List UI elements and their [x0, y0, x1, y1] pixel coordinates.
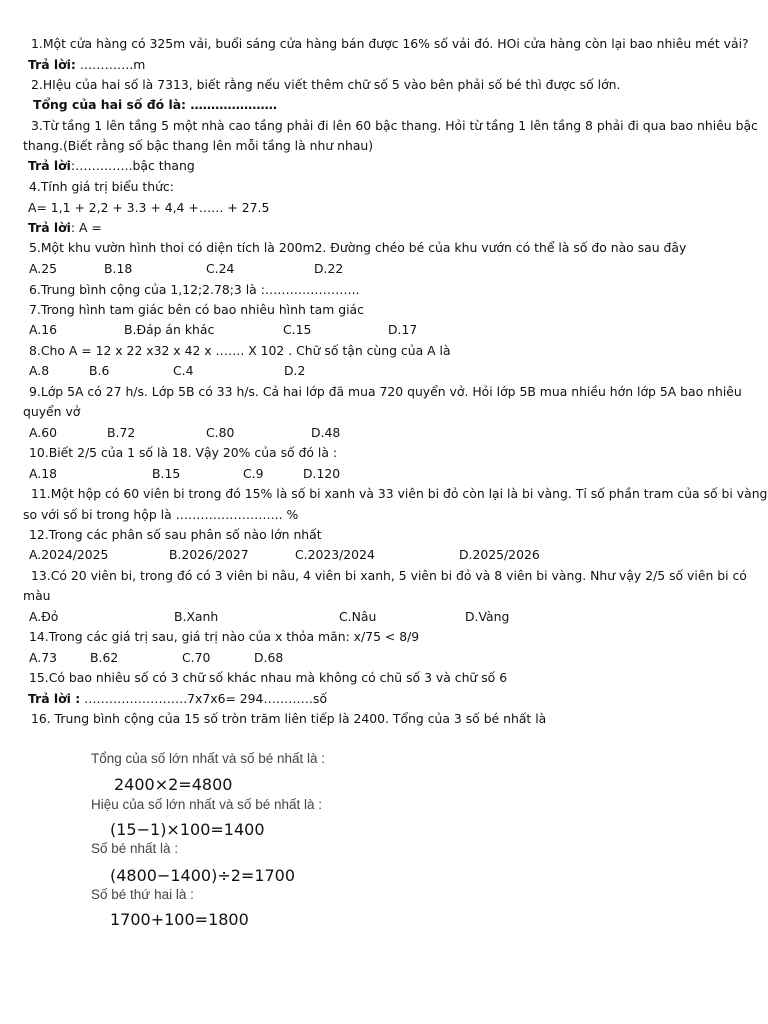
solution-step-1-equation: 2400×2=4800	[114, 775, 233, 794]
question-11-continued: so với số bi trong hộp là …………………….. %	[23, 507, 299, 522]
option-b: B.Xanh	[174, 609, 219, 624]
question-2: 2.HIệu của hai số là 7313, biết rằng nếu viết thêm chữ số 5 vào bên phải số bé thì được số lớn.	[31, 77, 621, 92]
option-d: D.68	[254, 650, 284, 665]
option-d: D.120	[303, 466, 341, 481]
question-11: 11.Một hộp có 60 viên bi trong đó 15% là số bi xanh và 33 viên bi đỏ còn lại là bi vàng. Tỉ số phần tram của số bi vàng	[31, 486, 768, 501]
option-a: A.60	[29, 425, 57, 440]
option-b: B.2026/2027	[169, 547, 249, 562]
answer-blank: : A =	[70, 220, 102, 235]
question-1-answer	[28, 57, 145, 73]
solution-step-3-equation: (4800−1400)÷2=1700	[110, 866, 296, 885]
option-b: B.Đáp án khác	[124, 322, 215, 337]
question-10: 10.Biết 2/5 của 1 số là 18. Vậy 20% của số đó là :	[29, 445, 338, 460]
question-1: 1.Một cửa hàng có 325m vải, buổi sáng cửa hàng bán được 16% số vải đó. HOi cửa hàng còn lại bao nhiêu mét vải?	[31, 36, 749, 51]
answer-label: Trả lời:	[28, 57, 76, 72]
answer-label: Trả lời	[28, 220, 71, 235]
option-c: C.15	[283, 322, 312, 337]
option-c: C.70	[182, 650, 211, 665]
option-d: D.48	[311, 425, 341, 440]
option-a: A.16	[29, 322, 57, 337]
option-d: D.22	[314, 261, 344, 276]
option-a: A.73	[29, 650, 57, 665]
option-a: A.2024/2025	[29, 547, 109, 562]
solution-step-4-text: Số bé thứ hai là :	[91, 887, 194, 902]
solution-step-2-equation: (15−1)×100=1400	[110, 820, 265, 839]
solution-step-3-text: Số bé nhất là :	[91, 841, 179, 856]
question-2-answer: Tổng của hai số đó là: …………………	[33, 97, 278, 112]
option-c: C.Nâu	[339, 609, 377, 624]
option-d: D.2025/2026	[459, 547, 540, 562]
option-d: D.2	[284, 363, 306, 378]
answer-blank: ………….m	[75, 57, 146, 72]
option-b: B.72	[107, 425, 136, 440]
option-d: D.Vàng	[465, 609, 510, 624]
option-c: C.80	[206, 425, 235, 440]
option-a: A.Đỏ	[29, 609, 59, 624]
question-13-continued: màu	[23, 588, 51, 603]
option-c: C.9	[243, 466, 264, 481]
option-a: A.18	[29, 466, 57, 481]
question-4-answer	[28, 220, 102, 236]
option-d: D.17	[388, 322, 418, 337]
question-6: 6.Trung bình cộng của 1,12;2.78;3 là :…………………..	[29, 282, 360, 297]
option-a: A.8	[29, 363, 50, 378]
solution-step-4-equation: 1700+100=1800	[110, 910, 249, 929]
question-4: 4.Tính giá trị biểu thức:	[29, 179, 174, 194]
answer-label: Trả lời	[28, 158, 71, 173]
question-4-expression: A= 1,1 + 2,2 + 3.3 + 4,4 +…… + 27.5	[28, 200, 270, 215]
question-16: 16. Trung bình cộng của 15 số tròn trăm liên tiếp là 2400. Tổng của 3 số bé nhất là	[31, 711, 547, 726]
question-3-answer	[28, 158, 195, 174]
option-c: C.2023/2024	[295, 547, 375, 562]
question-8: 8.Cho A = 12 x 22 x32 x 42 x ……. X 102 . Chữ số tận cùng của A là	[29, 343, 451, 358]
option-c: C.24	[206, 261, 235, 276]
option-b: B.18	[104, 261, 133, 276]
question-7: 7.Trong hình tam giác bên có bao nhiêu hình tam giác	[29, 302, 364, 317]
question-9-continued: quyển vở	[23, 404, 81, 419]
question-9: 9.Lớp 5A có 27 h/s. Lớp 5B có 33 h/s. Cả hai lớp đã mua 720 quyển vở. Hỏi lớp 5B mua nhiều hớn lớp 5A bao nhiêu	[29, 384, 742, 399]
question-15: 15.Có bao nhiêu số có 3 chữ số khác nhau mà không có chũ số 3 và chữ số 6	[29, 670, 508, 685]
option-b: B.15	[152, 466, 181, 481]
solution-step-2-text: Hiệu của số lớn nhất và số bé nhất là :	[91, 797, 322, 812]
question-14: 14.Trong các giá trị sau, giá trị nào của x thỏa mãn: x/75 < 8/9	[29, 629, 420, 644]
question-13: 13.Có 20 viên bi, trong đó có 3 viên bi nâu, 4 viên bi xanh, 5 viên bi đỏ và 8 viên bi vàng. Như vậy 2/5 số viên bi có	[31, 568, 747, 583]
question-3: 3.Từ tầng 1 lên tầng 5 một nhà cao tầng phải đi lên 60 bậc thang. Hỏi từ tầng 1 lên tầng 8 phải đi qua bao nhiêu bậc	[31, 118, 758, 133]
answer-label: Trả lời :	[28, 691, 81, 706]
option-a: A.25	[29, 261, 57, 276]
answer-blank: :…………..bậc thang	[70, 158, 195, 173]
option-b: B.62	[90, 650, 119, 665]
answer-blank: …………………….7x7x6= 294…………số	[80, 691, 328, 706]
solution-step-1-text: Tổng của số lớn nhất và số bé nhất là :	[91, 751, 326, 766]
option-c: C.4	[173, 363, 194, 378]
question-12: 12.Trong các phân số sau phân số nào lớn nhất	[29, 527, 322, 542]
question-15-answer	[28, 691, 327, 707]
option-b: B.6	[89, 363, 110, 378]
question-3-continued: thang.(Biết rằng số bậc thang lên mỗi tầng là như nhau)	[23, 138, 374, 153]
question-5: 5.Một khu vườn hình thoi có diện tích là 200m2. Đường chéo bé của khu vướn có thể là số đo nào sau đây	[29, 240, 687, 255]
